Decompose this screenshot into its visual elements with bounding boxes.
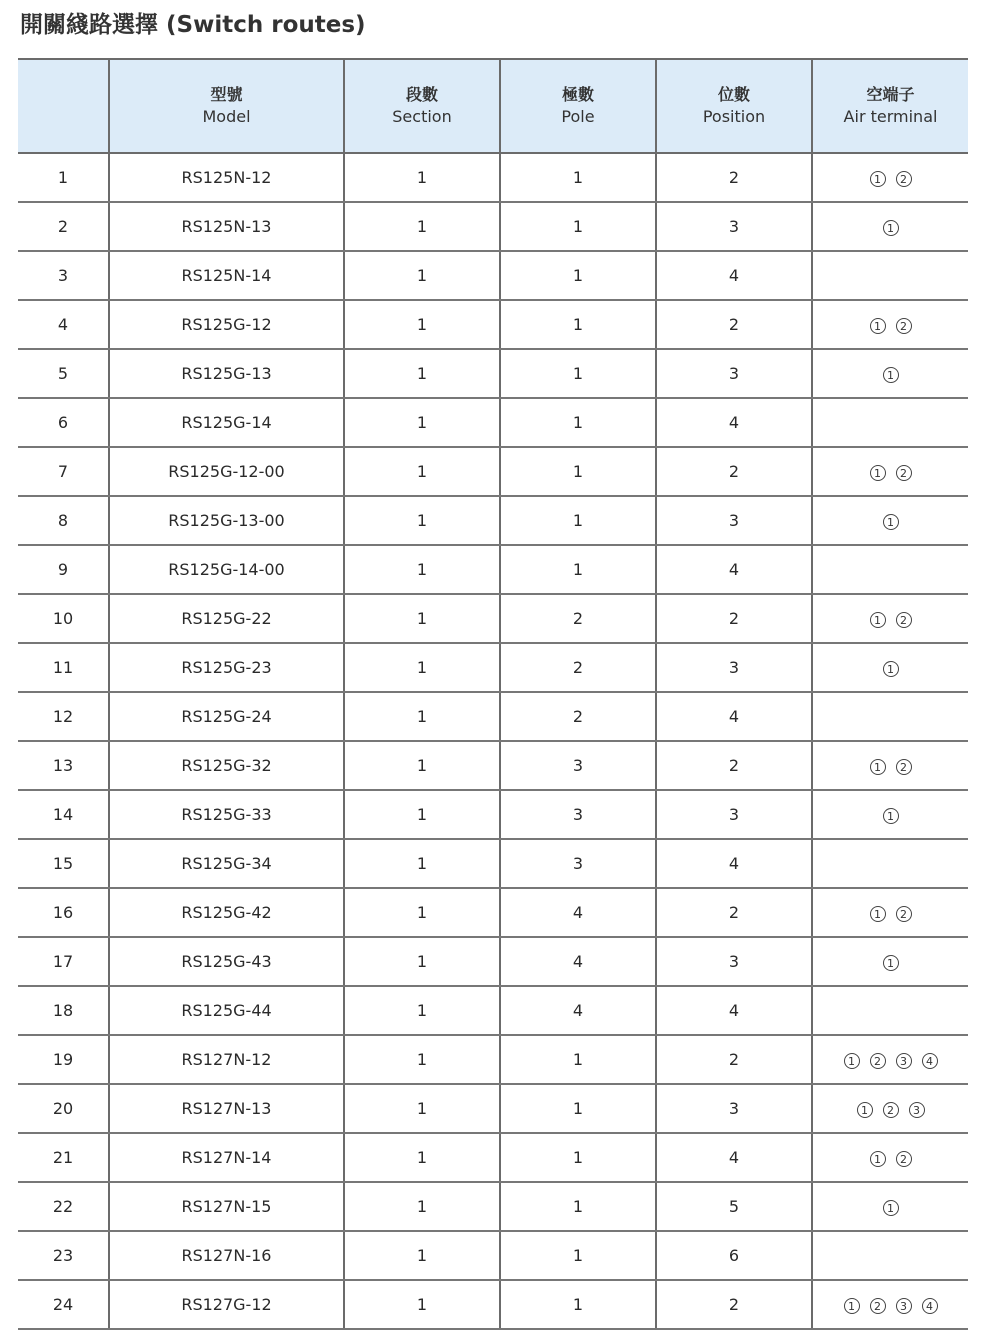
pole-cell: 1 xyxy=(500,1231,656,1280)
section-cell: 1 xyxy=(344,888,500,937)
pole-cell: 1 xyxy=(500,153,656,202)
pole-cell: 1 xyxy=(500,251,656,300)
table-row xyxy=(18,1182,968,1231)
air-terminal-cell xyxy=(812,1035,968,1084)
pole-cell: 1 xyxy=(500,1182,656,1231)
model-cell: RS125G-14 xyxy=(109,398,344,447)
header-section-zh: 段數 xyxy=(405,85,438,104)
table-row xyxy=(18,349,968,398)
header-position-zh: 位數 xyxy=(717,85,750,104)
model-cell: RS125G-13-00 xyxy=(109,496,344,545)
terminal-number-badge: 1 xyxy=(870,465,886,481)
section-cell: 1 xyxy=(344,300,500,349)
row-index-cell: 17 xyxy=(18,937,109,986)
header-pole xyxy=(500,59,656,153)
model-cell: RS125N-13 xyxy=(109,202,344,251)
terminal-number-badge: 1 xyxy=(870,906,886,922)
table-row xyxy=(18,643,968,692)
position-cell: 4 xyxy=(656,692,812,741)
pole-cell: 4 xyxy=(500,986,656,1035)
air-terminal-cell xyxy=(812,153,968,202)
model-cell: RS125G-34 xyxy=(109,839,344,888)
position-cell: 2 xyxy=(656,888,812,937)
terminal-number-badge: 1 xyxy=(870,318,886,334)
row-index-cell: 11 xyxy=(18,643,109,692)
model-cell: RS125G-22 xyxy=(109,594,344,643)
header-air-terminal-zh: 空端子 xyxy=(866,85,915,104)
row-index-cell: 5 xyxy=(18,349,109,398)
air-terminal-cell xyxy=(812,1084,968,1133)
section-cell: 1 xyxy=(344,692,500,741)
terminal-number-badge: 2 xyxy=(896,465,912,481)
row-index-cell: 7 xyxy=(18,447,109,496)
position-cell: 4 xyxy=(656,839,812,888)
terminal-number-badge: 1 xyxy=(883,955,899,971)
section-cell: 1 xyxy=(344,1035,500,1084)
section-cell: 1 xyxy=(344,447,500,496)
header-row xyxy=(18,59,968,153)
row-index-cell: 12 xyxy=(18,692,109,741)
pole-cell: 2 xyxy=(500,692,656,741)
pole-cell: 3 xyxy=(500,839,656,888)
air-terminal-cell xyxy=(812,839,968,888)
terminal-number-badge: 1 xyxy=(883,808,899,824)
header-air-terminal xyxy=(812,59,968,153)
terminal-number-badge: 1 xyxy=(883,514,899,530)
table-row xyxy=(18,594,968,643)
table-row xyxy=(18,202,968,251)
header-pole-zh: 極數 xyxy=(561,85,594,104)
pole-cell: 1 xyxy=(500,1133,656,1182)
section-cell: 1 xyxy=(344,986,500,1035)
header-pole-en: Pole xyxy=(561,107,595,126)
position-cell: 3 xyxy=(656,643,812,692)
table-row xyxy=(18,1035,968,1084)
table-row xyxy=(18,888,968,937)
model-cell: RS125G-24 xyxy=(109,692,344,741)
terminal-number-badge: 2 xyxy=(870,1053,886,1069)
row-index-cell: 3 xyxy=(18,251,109,300)
air-terminal-cell xyxy=(812,545,968,594)
pole-cell: 1 xyxy=(500,1280,656,1329)
terminal-number-badge: 2 xyxy=(896,171,912,187)
section-cell: 1 xyxy=(344,496,500,545)
position-cell: 2 xyxy=(656,594,812,643)
air-terminal-cell xyxy=(812,986,968,1035)
model-cell: RS125G-32 xyxy=(109,741,344,790)
position-cell: 2 xyxy=(656,300,812,349)
row-index-cell: 21 xyxy=(18,1133,109,1182)
terminal-number-badge: 1 xyxy=(883,661,899,677)
model-cell: RS125G-43 xyxy=(109,937,344,986)
position-cell: 4 xyxy=(656,1133,812,1182)
model-cell: RS125G-14-00 xyxy=(109,545,344,594)
position-cell: 2 xyxy=(656,741,812,790)
header-section-en: Section xyxy=(392,107,452,126)
row-index-cell: 13 xyxy=(18,741,109,790)
pole-cell: 1 xyxy=(500,1084,656,1133)
section-cell: 1 xyxy=(344,153,500,202)
position-cell: 3 xyxy=(656,496,812,545)
terminal-number-badge: 4 xyxy=(922,1298,938,1314)
air-terminal-cell xyxy=(812,1280,968,1329)
air-terminal-cell xyxy=(812,300,968,349)
model-cell: RS125G-12 xyxy=(109,300,344,349)
position-cell: 3 xyxy=(656,937,812,986)
model-cell: RS125G-13 xyxy=(109,349,344,398)
header-model-zh: 型號 xyxy=(210,85,243,104)
table-row xyxy=(18,1231,968,1280)
position-cell: 3 xyxy=(656,202,812,251)
row-index-cell: 24 xyxy=(18,1280,109,1329)
model-cell: RS127N-13 xyxy=(109,1084,344,1133)
table-row xyxy=(18,741,968,790)
pole-cell: 1 xyxy=(500,447,656,496)
air-terminal-cell xyxy=(812,251,968,300)
section-cell: 1 xyxy=(344,251,500,300)
model-cell: RS125G-12-00 xyxy=(109,447,344,496)
section-cell: 1 xyxy=(344,545,500,594)
air-terminal-cell xyxy=(812,496,968,545)
position-cell: 2 xyxy=(656,153,812,202)
model-cell: RS125N-14 xyxy=(109,251,344,300)
row-index-cell: 1 xyxy=(18,153,109,202)
section-cell: 1 xyxy=(344,839,500,888)
row-index-cell: 9 xyxy=(18,545,109,594)
position-cell: 3 xyxy=(656,349,812,398)
terminal-number-badge: 2 xyxy=(896,759,912,775)
air-terminal-cell xyxy=(812,447,968,496)
position-cell: 3 xyxy=(656,790,812,839)
table-row xyxy=(18,937,968,986)
position-cell: 4 xyxy=(656,545,812,594)
header-air-terminal-en: Air terminal xyxy=(843,107,938,126)
row-index-cell: 10 xyxy=(18,594,109,643)
model-cell: RS127N-15 xyxy=(109,1182,344,1231)
row-index-cell: 4 xyxy=(18,300,109,349)
terminal-number-badge: 1 xyxy=(870,171,886,187)
section-cell: 1 xyxy=(344,643,500,692)
terminal-number-badge: 1 xyxy=(870,1151,886,1167)
terminal-number-badge: 1 xyxy=(844,1053,860,1069)
model-cell: RS127G-12 xyxy=(109,1280,344,1329)
model-cell: RS125G-42 xyxy=(109,888,344,937)
section-cell: 1 xyxy=(344,594,500,643)
table-row xyxy=(18,1084,968,1133)
terminal-number-badge: 2 xyxy=(896,906,912,922)
section-cell: 1 xyxy=(344,1182,500,1231)
table-row xyxy=(18,300,968,349)
section-cell: 1 xyxy=(344,1084,500,1133)
model-cell: RS127N-16 xyxy=(109,1231,344,1280)
table-row xyxy=(18,1280,968,1329)
header-model-en: Model xyxy=(202,107,251,126)
terminal-number-badge: 2 xyxy=(896,318,912,334)
terminal-number-badge: 1 xyxy=(857,1102,873,1118)
pole-cell: 3 xyxy=(500,741,656,790)
table-row xyxy=(18,251,968,300)
table-row xyxy=(18,398,968,447)
section-cell: 1 xyxy=(344,1280,500,1329)
terminal-number-badge: 1 xyxy=(870,612,886,628)
terminal-number-badge: 2 xyxy=(883,1102,899,1118)
row-index-cell: 22 xyxy=(18,1182,109,1231)
row-index-cell: 18 xyxy=(18,986,109,1035)
air-terminal-cell xyxy=(812,349,968,398)
table-row xyxy=(18,447,968,496)
header-model xyxy=(109,59,344,153)
row-index-cell: 14 xyxy=(18,790,109,839)
table-row xyxy=(18,545,968,594)
section-cell: 1 xyxy=(344,398,500,447)
row-index-cell: 15 xyxy=(18,839,109,888)
air-terminal-cell xyxy=(812,1133,968,1182)
terminal-number-badge: 2 xyxy=(896,1151,912,1167)
terminal-number-badge: 1 xyxy=(870,759,886,775)
terminal-number-badge: 1 xyxy=(844,1298,860,1314)
row-index-cell: 23 xyxy=(18,1231,109,1280)
pole-cell: 1 xyxy=(500,545,656,594)
section-cell: 1 xyxy=(344,349,500,398)
pole-cell: 1 xyxy=(500,202,656,251)
terminal-number-badge: 2 xyxy=(870,1298,886,1314)
pole-cell: 1 xyxy=(500,1035,656,1084)
pole-cell: 1 xyxy=(500,496,656,545)
model-cell: RS125G-33 xyxy=(109,790,344,839)
table-header xyxy=(18,59,968,153)
section-cell: 1 xyxy=(344,1133,500,1182)
terminal-number-badge: 4 xyxy=(922,1053,938,1069)
pole-cell: 4 xyxy=(500,888,656,937)
position-cell: 3 xyxy=(656,1084,812,1133)
terminal-number-badge: 1 xyxy=(883,220,899,236)
table-row xyxy=(18,1133,968,1182)
position-cell: 4 xyxy=(656,251,812,300)
row-index-cell: 6 xyxy=(18,398,109,447)
pole-cell: 1 xyxy=(500,349,656,398)
pole-cell: 3 xyxy=(500,790,656,839)
pole-cell: 1 xyxy=(500,300,656,349)
header-position xyxy=(656,59,812,153)
model-cell: RS125G-23 xyxy=(109,643,344,692)
header-index xyxy=(18,59,109,153)
table-body xyxy=(18,153,968,1329)
air-terminal-cell xyxy=(812,937,968,986)
air-terminal-cell xyxy=(812,888,968,937)
air-terminal-cell xyxy=(812,790,968,839)
position-cell: 2 xyxy=(656,1035,812,1084)
model-cell: RS127N-12 xyxy=(109,1035,344,1084)
section-cell: 1 xyxy=(344,790,500,839)
model-cell: RS127N-14 xyxy=(109,1133,344,1182)
row-index-cell: 16 xyxy=(18,888,109,937)
position-cell: 5 xyxy=(656,1182,812,1231)
table-row xyxy=(18,986,968,1035)
air-terminal-cell xyxy=(812,741,968,790)
row-index-cell: 2 xyxy=(18,202,109,251)
air-terminal-cell xyxy=(812,643,968,692)
position-cell: 2 xyxy=(656,1280,812,1329)
position-cell: 4 xyxy=(656,398,812,447)
header-section xyxy=(344,59,500,153)
model-cell: RS125N-12 xyxy=(109,153,344,202)
terminal-number-badge: 1 xyxy=(883,367,899,383)
air-terminal-cell xyxy=(812,594,968,643)
pole-cell: 4 xyxy=(500,937,656,986)
row-index-cell: 19 xyxy=(18,1035,109,1084)
section-cell: 1 xyxy=(344,1231,500,1280)
position-cell: 4 xyxy=(656,986,812,1035)
header-position-en: Position xyxy=(702,107,766,126)
section-cell: 1 xyxy=(344,202,500,251)
table-row xyxy=(18,839,968,888)
position-cell: 6 xyxy=(656,1231,812,1280)
pole-cell: 2 xyxy=(500,594,656,643)
table-row xyxy=(18,153,968,202)
pole-cell: 1 xyxy=(500,398,656,447)
model-cell: RS125G-44 xyxy=(109,986,344,1035)
terminal-number-badge: 3 xyxy=(896,1298,912,1314)
air-terminal-cell xyxy=(812,1182,968,1231)
air-terminal-cell xyxy=(812,202,968,251)
air-terminal-cell xyxy=(812,692,968,741)
position-cell: 2 xyxy=(656,447,812,496)
row-index-cell: 20 xyxy=(18,1084,109,1133)
table-row xyxy=(18,692,968,741)
terminal-number-badge: 3 xyxy=(896,1053,912,1069)
air-terminal-cell xyxy=(812,1231,968,1280)
page-title: 開關綫路選擇 (Switch routes) xyxy=(20,12,366,38)
terminal-number-badge: 1 xyxy=(883,1200,899,1216)
air-terminal-cell xyxy=(812,398,968,447)
terminal-number-badge: 2 xyxy=(896,612,912,628)
table-row xyxy=(18,790,968,839)
section-cell: 1 xyxy=(344,741,500,790)
row-index-cell: 8 xyxy=(18,496,109,545)
section-cell: 1 xyxy=(344,937,500,986)
switch-routes-table xyxy=(18,58,968,1330)
pole-cell: 2 xyxy=(500,643,656,692)
table-row xyxy=(18,496,968,545)
terminal-number-badge: 3 xyxy=(909,1102,925,1118)
